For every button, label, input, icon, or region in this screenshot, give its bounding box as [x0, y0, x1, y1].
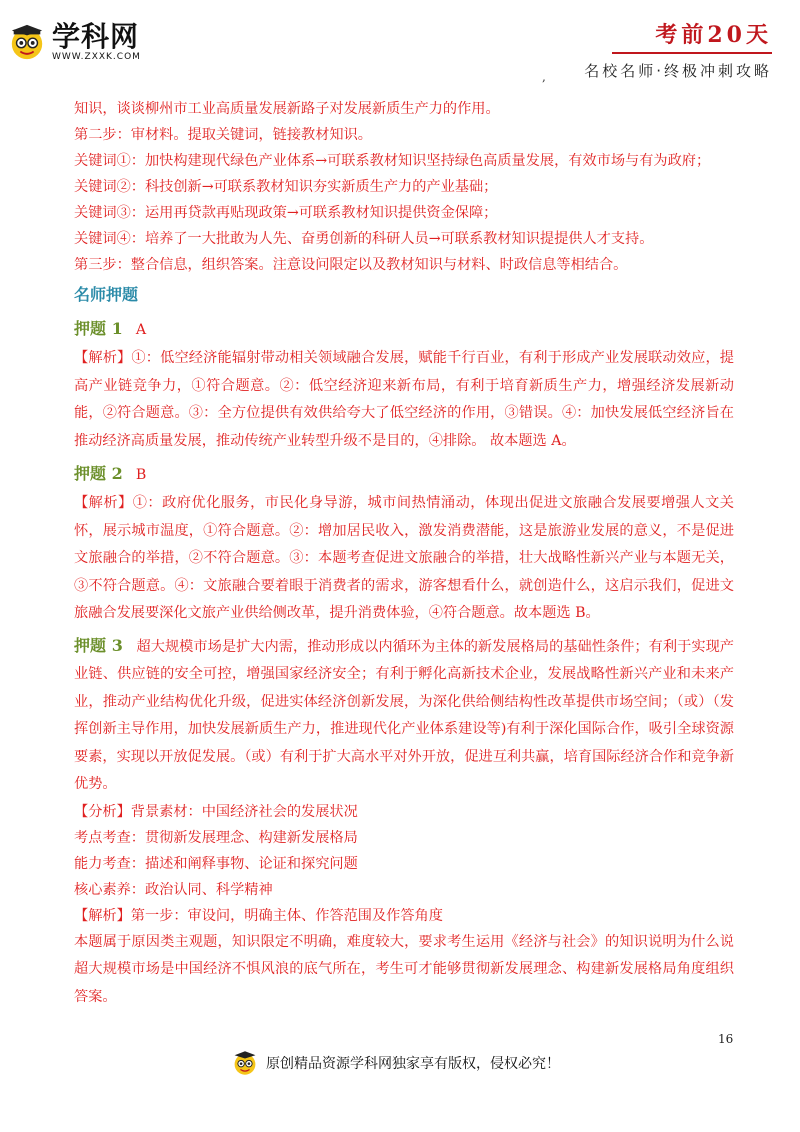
analysis-line: 考点考查：贯彻新发展理念、构建新发展格局 [74, 829, 358, 846]
question-label: 押题 3 [74, 635, 123, 655]
question-1-header [74, 314, 734, 345]
analysis-line: 【分析】背景素材：中国经济社会的发展状况 [74, 803, 358, 820]
text-line: 第三步：整合信息，组织答案。注意设问限定以及教材知识与材料、时政信息等相结合。 [74, 257, 628, 273]
question-label: 押题 1 [74, 319, 123, 338]
question-3-answer [74, 632, 734, 799]
question-1-analysis: 【解析】①：低空经济能辐射带动相关领域融合发展，赋能千行百业，有利于形成产业发展联动效应，提高产业链竞争力，①符合题意。②：低空经济迎来新布局，有利于培育新质生产力，增强经济发展新动能，②符合题意。③：全方位提供有效供给夸大了低空经济的作用，③错误。④：加快发展低空经济旨在推动经济高质量发展，推动传统产业转型升级不是目的，④排除。 故本题选 A。 [74, 350, 734, 449]
page-footer [232, 1050, 560, 1076]
page-content [74, 96, 734, 1011]
question-2-header [74, 459, 734, 490]
text-line: 知识，谈谈柳州市工业高质量发展新路子对发展新质生产力的作用。 [74, 101, 500, 117]
keyword-line: 关键词④：培养了一大批敢为人先、奋勇创新的科研人员→可联系教材知识提提供人才支持。 [74, 231, 654, 247]
stray-mark: , [542, 70, 546, 84]
text-line: 第二步：审材料。提取关键词，链接教材知识。 [74, 127, 372, 143]
analysis-line: 核心素养：政治认同、科学精神 [74, 881, 273, 898]
question-answer-text: 超大规模市场是扩大内需，推动形成以内循环为主体的新发展格局的基础性条件；有利于实现产业链、供应链的安全可控，增强国家经济安全；有利于孵化高新技术企业，发展战略性新兴产业和未来产业，推动产业结构优化升级，促进实体经济创新发展，为深化供给侧结构性改革提供市场空间；（或）（发挥创新主导作用，加快发展新质生产力，推进现代化产业体系建设等)有利于深化国际合作，吸引全球资源要素，实现以开放促发展。（或）有利于扩大高水平对外开放，促进互利共赢，培育国际经济合作和竞争新优势。 [74, 638, 734, 792]
page-number: 16 [718, 1032, 734, 1046]
logo-url: WWW.ZXXK.COM [52, 52, 141, 62]
mascot-face-icon [232, 1050, 258, 1076]
question-label: 押题 2 [74, 464, 123, 483]
page-header [0, 0, 800, 90]
keyword-line: 关键词③：运用再贷款再贴现政策→可联系教材知识提供资金保障； [74, 205, 498, 221]
question-answer: B [135, 467, 147, 483]
badge-title: 考前20天 [655, 22, 772, 48]
mascot-face-icon [8, 23, 46, 61]
analysis-paragraph: 本题属于原因类主观题，知识限定不明确，难度较大，要求考生运用《经济与社会》的知识说明为什么说超大规模市场是中国经济不惧风浪的底气所在，考生可才能够贯彻新发展理念、构建新发展格局角度组织答案。 [74, 933, 734, 1005]
keyword-line: 关键词②：科技创新→可联系教材知识夯实新质生产力的产业基础； [74, 179, 498, 195]
copyright-notice: 原创精品资源学科网独家享有版权，侵权必究！ [266, 1056, 560, 1072]
exam-badge [584, 22, 772, 81]
section-title: 名师押题 [74, 285, 139, 304]
question-2-analysis: 【解析】①：政府优化服务，市民化身导游，城市间热情涌动，体现出促进文旅融合发展要增强人文关怀，展示城市温度，①符合题意。②：增加居民收入，激发消费潜能，这是旅游业发展的意义，不是促进文旅融合的举措，②不符合题意。③：本题考查促进文旅融合的举措，壮大战略性新兴产业与本题无关，③不符合题意。④：文旅融合要着眼于消费者的需求，游客想看什么，就创造什么，这启示我们，促进文旅融合发展要深化文旅产业供给侧改革，提升消费体验，④符合题意。故本题选 B。 [74, 495, 734, 621]
badge-divider [612, 52, 772, 54]
site-logo [8, 22, 141, 62]
logo-name: 学科网 [52, 20, 140, 53]
keyword-line: 关键词①：加快构建现代绿色产业体系→可联系教材知识坚持绿色高质量发展，有效市场与有为政府； [74, 153, 711, 169]
question-answer: A [135, 322, 147, 338]
analysis-line: 【解析】第一步：审设问，明确主体、作答范围及作答角度 [74, 907, 443, 924]
analysis-line: 能力考查：描述和阐释事物、论证和探究问题 [74, 855, 358, 872]
badge-subtitle: 名校名师·终极冲刺攻略 [584, 62, 772, 80]
